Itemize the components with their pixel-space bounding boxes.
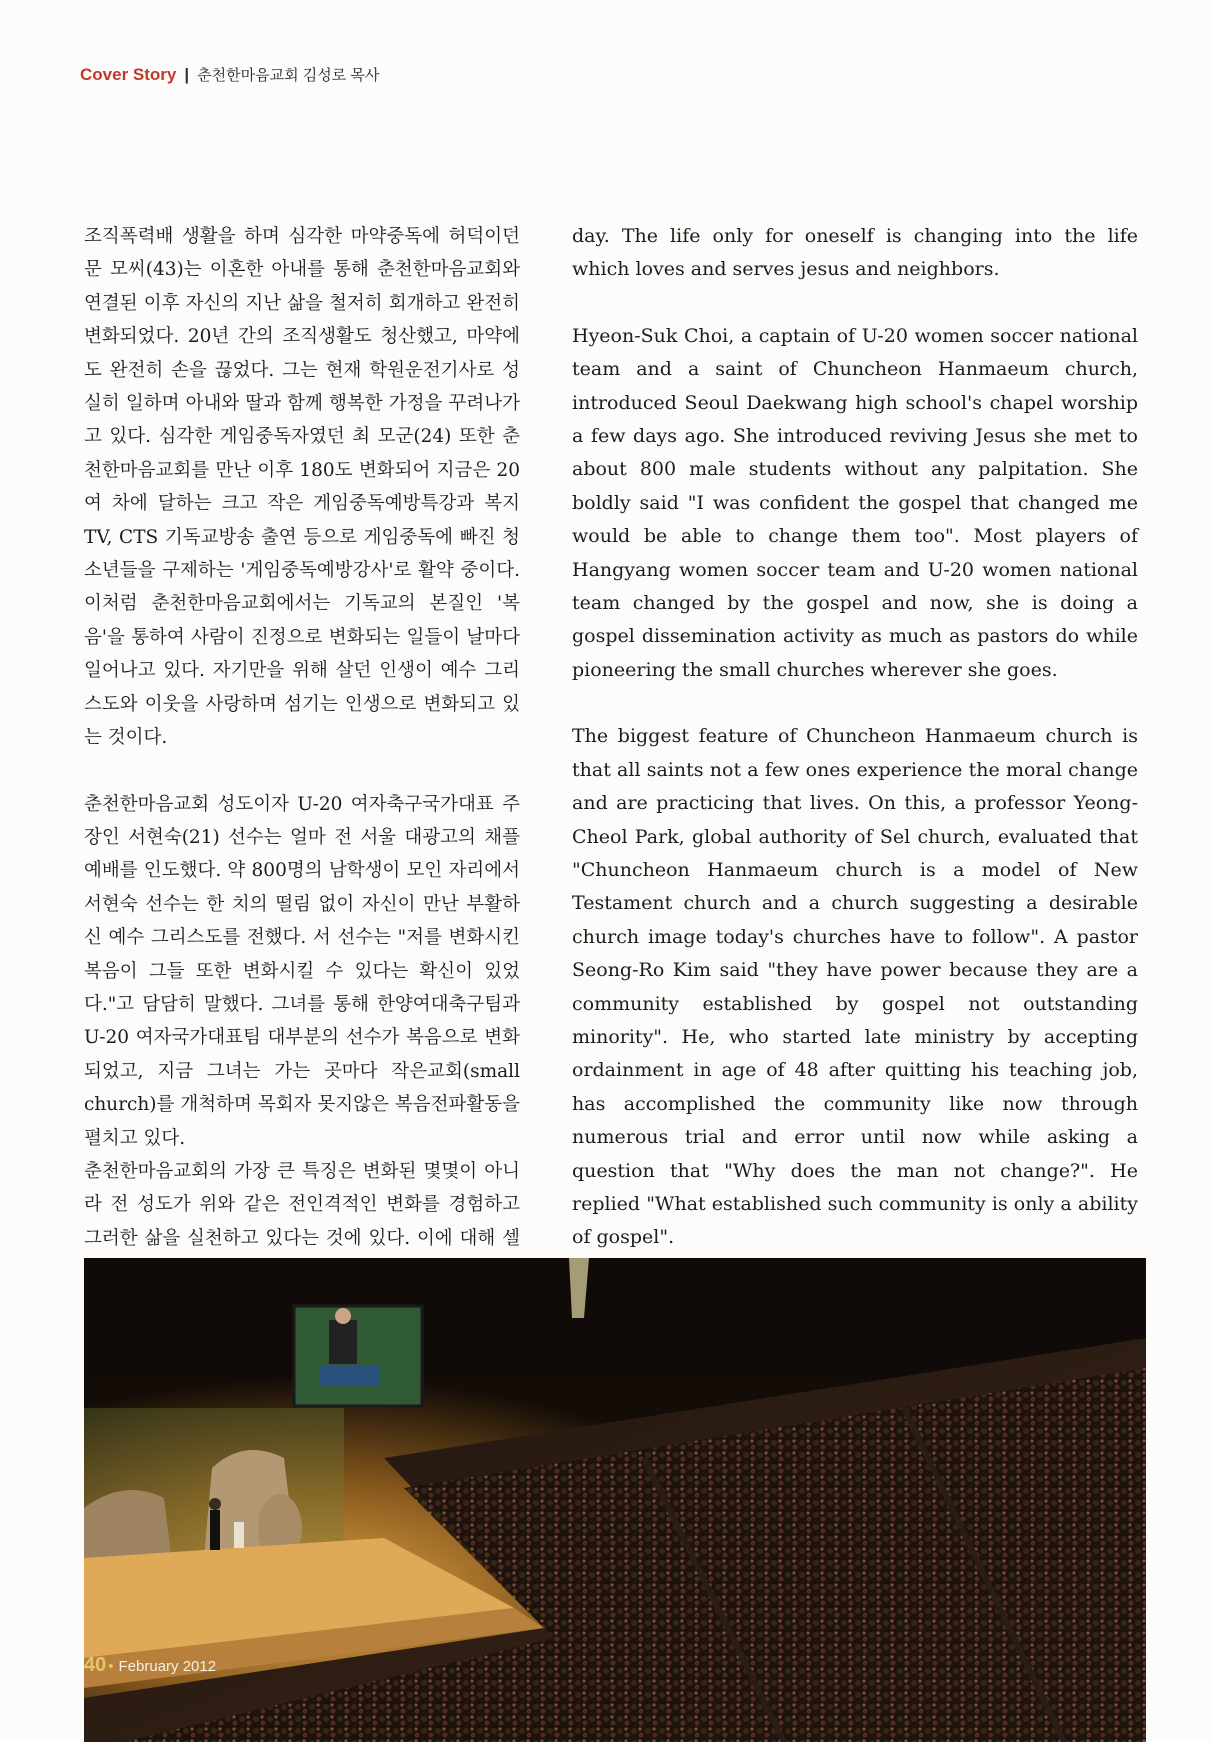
header-separator: | bbox=[184, 64, 190, 84]
korean-text-column bbox=[84, 220, 520, 1289]
projection-screen bbox=[294, 1306, 422, 1406]
page-number: 40 bbox=[84, 1654, 107, 1676]
english-text-column bbox=[572, 220, 1138, 1355]
issue-date: February 2012 bbox=[118, 1658, 217, 1675]
running-header bbox=[80, 64, 379, 85]
header-subtitle: 춘천한마음교회 김성로 목사 bbox=[197, 67, 380, 84]
korean-paragraph-1: 조직폭력배 생활을 하며 심각한 마약중독에 허덕이던 문 모씨(43)는 이혼한 아내를 통해 춘천한마음교회와 연결된 이후 자신의 지난 삶을 철저히 회개하고 완전히 변화되었다. 20년 간의 조직생활도 청산했고, 마약에도 완전히 손을 끊었다. 그는 현재 학원운전기사로 성실히 일하며 아내와 딸과 함께 행복한 가정을 꾸려나가고 있다. 심각한 게임중독자였던 최 모군(24) 또한 춘천한마음교회를 만난 이후 180도 변화되어 지금은 20여 차에 달하는 크고 작은 게임중독예방특강과 복지TV, CTS 기독교방송 출연 등으로 게임중독에 빠진 청소년들을 구제하는 '게임중독예방강사'로 활약 중이다. 이처럼 춘천한마음교회에서는 기독교의 본질인 '복음'을 통하여 사람이 진정으로 변화되는 일들이 날마다 일어나고 있다. 자기만을 위해 살던 인생이 예수 그리스도와 이웃을 사랑하며 섬기는 인생으로 변화되고 있는 것이다. bbox=[84, 226, 520, 749]
english-paragraph-1: day. The life only for oneself is changing into the life which loves and serves jesus and neighbors. bbox=[572, 225, 1138, 281]
auditorium-illustration bbox=[84, 1258, 1146, 1742]
footer-bullet: • bbox=[108, 1658, 114, 1675]
speaker-figure bbox=[210, 1510, 220, 1550]
section-label: Cover Story bbox=[80, 64, 177, 84]
english-paragraph-3: The biggest feature of Chuncheon Hanmaeum church is that all saints not a few ones experience the moral change and are practicing that lives. On this, a professor Yeong-Cheol Park, global authority of Sel church, evaluated that "Chuncheon Hanmaeum church is a model of New Testament church and a church suggesting a desirable church image today's churches have to follow". A pastor Seong-Ro Kim said "they have power because they are a community established by gospel not outstanding minority". He, who started late ministry by accepting ordainment in age of 48 after quitting his teaching job, has accomplished the community like now through numerous trial and error until now while asking a question that "Why does the man not change?". He replied "What established such community is only a ability of gospel". bbox=[572, 725, 1138, 1249]
korean-paragraph-2: 춘천한마음교회 성도이자 U-20 여자축구국가대표 주장인 서현숙(21) 선수는 얼마 전 서울 대광고의 채플예배를 인도했다. 약 800명의 남학생이 모인 자리에서 서현숙 선수는 한 치의 떨림 없이 자신이 만난 부활하신 예수 그리스도를 전했다. 서 선수는 "저를 변화시킨 복음이 그들 또한 변화시킬 수 있다는 확신이 있었다."고 담담히 말했다. 그녀를 통해 한양여대축구팀과 U-20 여자국가대표팀 대부분의 선수가 복음으로 변화되었고, 지금 그녀는 가는 곳마다 작은교회(small church)를 개척하며 목회자 못지않은 복음전파활동을 펼치고 있다. bbox=[84, 793, 520, 1149]
korean-paragraph-3: 춘천한마음교회의 가장 큰 특징은 변화된 몇몇이 아니라 전 성도가 위와 같은 전인격적인 변화를 경험하고 그러한 삶을 실천하고 있다는 것에 있다. 이에 대해 셀 bbox=[84, 1160, 520, 1249]
page-footer bbox=[84, 1654, 216, 1677]
english-paragraph-2: Hyeon-Suk Choi, a captain of U-20 women soccer national team and a saint of Chuncheon Hanmaeum church, introduced Seoul Daekwang high school's chapel worship a few days ago. She introduced reviving Jesus she met to about 800 male students without any palpitation. She boldly said "I was confident the gospel that changed me would be able to change them too". Most players of Hangyang women soccer team and U-20 women national team changed by the gospel and now, she is doing a gospel dissemination activity as much as pastors do while pioneering the small churches wherever she goes. bbox=[572, 324, 1138, 681]
church-service-photo bbox=[84, 1258, 1146, 1742]
